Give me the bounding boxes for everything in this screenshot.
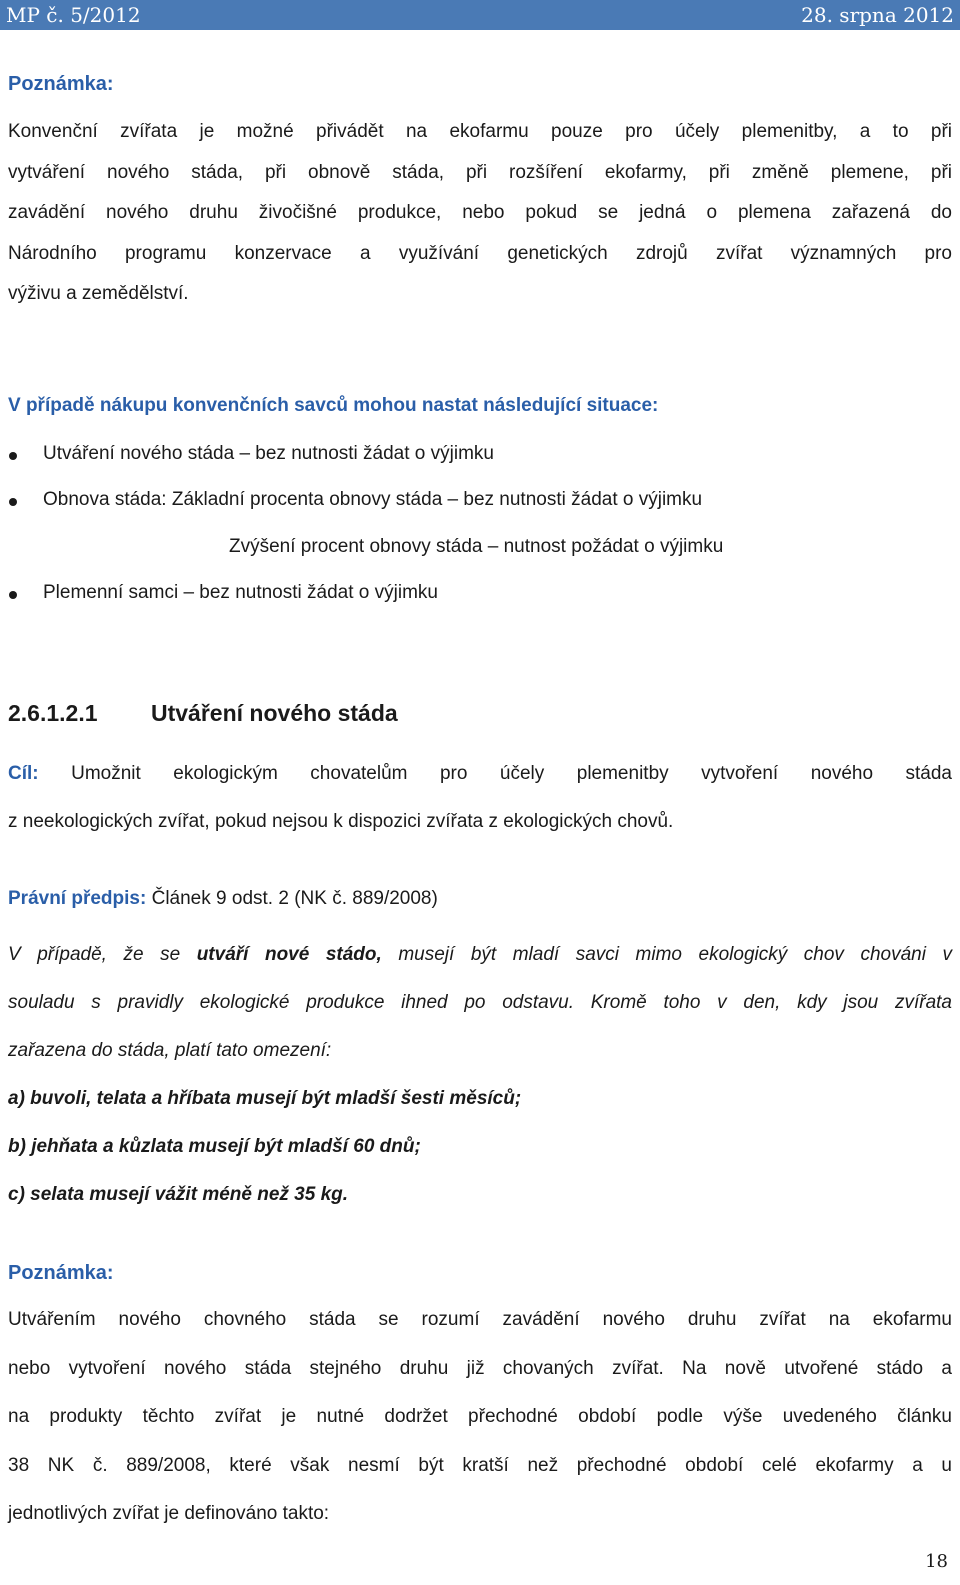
legal-label: Právní předpis: <box>8 888 147 909</box>
legal-line: V případě, že se utváří nové stádo, musejí být mladí savci mimo ekologický chov chováni v <box>8 944 952 965</box>
goal-label: Cíl: <box>8 763 39 784</box>
section-title <box>8 700 398 727</box>
note-line: Utvářením nového chovného stáda se rozumí zavádění nového druhu zvířat na ekofarmu <box>8 1309 952 1330</box>
list-item-text: Zvýšení procent obnovy stáda – nutnost požádat o výjimku <box>229 536 724 557</box>
legal-citation: Článek 9 odst. 2 (NK č. 889/2008) <box>151 888 438 909</box>
note-line: zavádění nového druhu živočišné produkce, nebo pokud se jedná o plemena zařazená do <box>8 202 952 223</box>
list-item-text: Obnova stáda: Základní procenta obnovy stáda – bez nutnosti žádat o výjimku <box>43 489 703 510</box>
note-line: Národního programu konzervace a využívání genetických zdrojů zvířat významných pro <box>8 242 952 264</box>
legal-line: zařazena do stáda, platí tato omezení: <box>8 1040 332 1061</box>
note-line: jednotlivých zvířat je definováno takto: <box>8 1503 330 1524</box>
header-issue: MP č. 5/2012 <box>6 3 141 27</box>
list-item <box>43 582 438 604</box>
note-line: na produkty těchto zvířat je nutné dodržet přechodné období podle výše uvedeného článku <box>8 1406 952 1427</box>
list-item-text: Utváření nového stáda – bez nutnosti žádat o výjimku <box>43 443 494 464</box>
goal-line: Cíl: Umožnit ekologickým chovatelům pro účely plemenitby vytvoření nového stáda <box>8 763 952 784</box>
note-line: 38 NK č. 889/2008, které však nesmí být kratší než přechodné období celé ekofarmy a u <box>8 1454 952 1476</box>
list-item <box>43 489 702 511</box>
note-title: Poznámka: <box>8 73 114 95</box>
goal-line: z neekologických zvířat, pokud nejsou k dispozici zvířata z ekologických chovů. <box>8 811 674 832</box>
note-paragraph <box>8 1296 952 1539</box>
page-header <box>0 0 960 30</box>
note-line: výživu a zemědělství. <box>8 283 189 304</box>
list-item <box>43 443 494 465</box>
note-line: Konvenční zvířata je možné přivádět na ekofarmu pouze pro účely plemenitby, a to při <box>8 121 952 142</box>
bullet-icon <box>9 452 17 460</box>
list-item-text: Plemenní samci – bez nutnosti žádat o výjimku <box>43 582 438 603</box>
note-paragraph <box>8 112 952 315</box>
section-number: 2.6.1.2.1 <box>8 700 98 726</box>
page-number: 18 <box>925 1551 948 1572</box>
legal-ref <box>8 888 952 910</box>
legal-line: souladu s pravidly ekologické produkce ihned po odstavu. Kromě toho v den, kdy jsou zvířata <box>8 992 952 1013</box>
list-item-sub <box>229 536 723 558</box>
situations-heading: V případě nákupu konvenčních savců mohou nastat následující situace: <box>8 395 659 416</box>
bullet-icon <box>9 591 17 599</box>
section-name: Utváření nového stáda <box>151 700 398 726</box>
legal-text <box>8 931 952 1219</box>
note-line: nebo vytvoření nového stáda stejného druhu již chovaných zvířat. Na nově utvořené stádo a <box>8 1357 952 1379</box>
goal-paragraph <box>8 750 952 846</box>
restriction-a: a) buvoli, telata a hříbata musejí být mladší šesti měsíců; <box>8 1088 522 1109</box>
bullet-icon <box>9 498 17 506</box>
header-date: 28. srpna 2012 <box>801 3 954 27</box>
note-title: Poznámka: <box>8 1262 114 1284</box>
note-line: vytváření nového stáda, při obnově stáda, při rozšíření ekofarmy, při změně plemene, při <box>8 161 952 183</box>
restriction-c: c) selata musejí vážit méně než 35 kg. <box>8 1184 349 1205</box>
restriction-b: b) jehňata a kůzlata musejí být mladší 60 dnů; <box>8 1136 421 1157</box>
